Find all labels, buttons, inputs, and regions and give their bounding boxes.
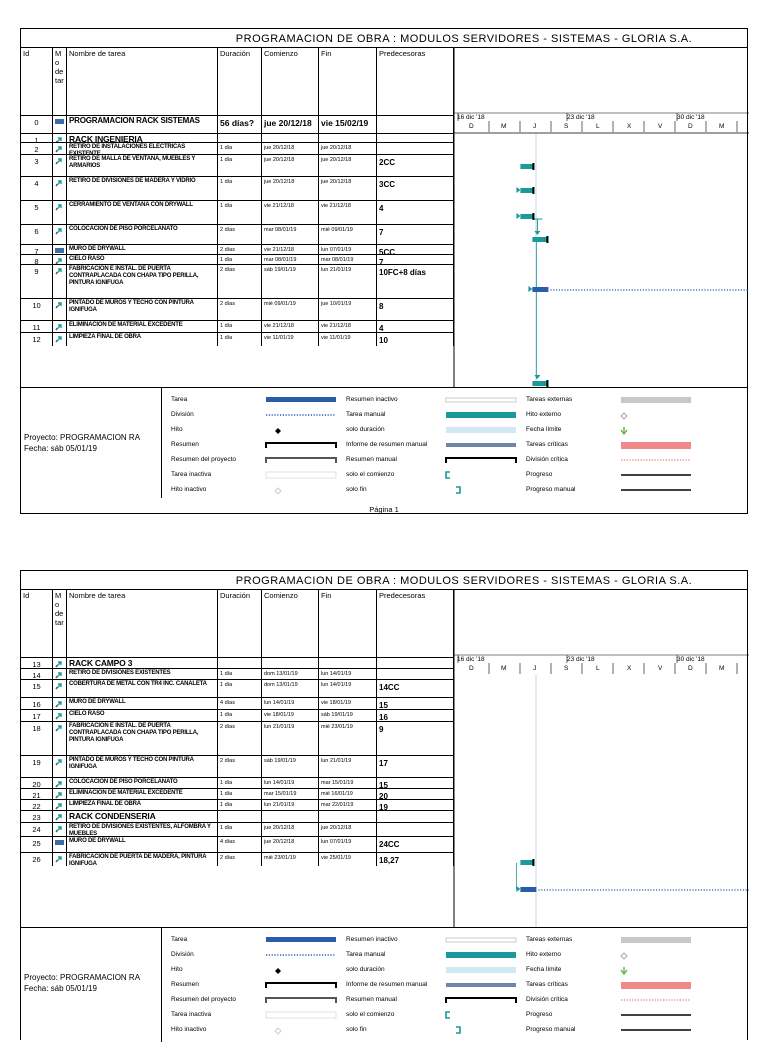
dependency-arrow: [516, 213, 520, 219]
legend-swatch: [621, 937, 691, 943]
task-id: 12: [21, 333, 53, 346]
project-name: Proyecto: PROGRAMACION RA: [24, 433, 141, 442]
legend-swatch: [446, 443, 516, 447]
task-duration: 1 día: [218, 255, 262, 264]
col-start-header: Comienzo: [262, 590, 319, 676]
legend-swatch: [266, 397, 336, 402]
task-finish: lun 14/01/19: [319, 680, 377, 697]
task-start: jue 20/12/18: [262, 155, 319, 176]
task-id: 2: [21, 143, 53, 154]
task-predecessors: 8: [377, 299, 454, 320]
legend-label: Informe de resumen manual: [346, 981, 428, 988]
day-label: D: [469, 665, 474, 672]
legend-label: solo fin: [346, 1026, 367, 1033]
task-duration: 2 días: [218, 245, 262, 254]
task-id: 20: [21, 778, 53, 788]
task-duration: 56 días?: [218, 116, 262, 133]
legend-label: Tarea inactiva: [171, 1011, 212, 1018]
legend-label: División crítica: [526, 996, 568, 1003]
day-label: M: [501, 665, 507, 672]
task-start: vie 21/12/18: [262, 201, 319, 224]
page-footer: Página 1: [369, 505, 399, 514]
legend-label: Hito externo: [526, 411, 562, 418]
col-mode-header: Mo de tar: [53, 590, 67, 676]
legend-label: Resumen del proyecto: [171, 996, 237, 1003]
legend: [21, 927, 747, 1042]
col-name-header: Nombre de tarea: [67, 48, 218, 134]
task-name: PROGRAMACION RACK SISTEMAS: [67, 116, 218, 133]
task-duration: 1 día: [218, 333, 262, 346]
task-duration: 1 día: [218, 789, 262, 799]
day-label: L: [596, 123, 600, 130]
task-id: 21: [21, 789, 53, 799]
legend-label: Progreso manual: [526, 486, 576, 493]
legend-label: Hito externo: [526, 951, 562, 958]
task-id: 11: [21, 321, 53, 332]
legend-label: Informe de resumen manual: [346, 441, 428, 448]
task-id: 16: [21, 698, 53, 709]
task-predecessors: 7: [377, 225, 454, 244]
task-duration: 1 día: [218, 177, 262, 200]
legend-label: División: [171, 951, 194, 958]
col-finish-header: Fin: [319, 590, 377, 676]
task-id: 23: [21, 811, 53, 822]
col-pred-header: Predecesoras: [377, 48, 454, 134]
task-finish: lun 21/01/19: [319, 756, 377, 777]
legend-swatch: [621, 427, 627, 434]
legend-label: Resumen manual: [346, 996, 397, 1003]
day-label: M: [719, 123, 725, 130]
day-label: D: [688, 665, 693, 672]
legend-label: Resumen inactivo: [346, 396, 398, 403]
task-finish: jue 20/12/18: [319, 823, 377, 836]
bar-end-cap: [532, 187, 534, 194]
task-name: RACK CONDENSERIA: [67, 811, 218, 822]
task-start: jue 20/12/18: [262, 177, 319, 200]
legend-swatches: [21, 928, 749, 1042]
task-duration: 4 días: [218, 837, 262, 852]
task-duration: 2 días: [218, 225, 262, 244]
task-name: ELIMINACION DE MATERIAL EXCEDENTE: [67, 789, 218, 799]
legend-label: Progreso manual: [526, 1026, 576, 1033]
legend-label: Tareas externas: [526, 936, 573, 943]
day-label: D: [688, 123, 693, 130]
task-start: sáb 19/01/19: [262, 265, 319, 298]
legend-swatch: [275, 488, 281, 494]
day-label: M: [501, 123, 507, 130]
legend-swatch: [621, 413, 627, 419]
task-predecessors: 10FC+8 días: [377, 265, 454, 298]
task-finish: vie 15/02/19: [319, 116, 377, 133]
legend-label: solo el comienzo: [346, 471, 395, 478]
legend-label: Resumen: [171, 981, 199, 988]
task-start: mar 15/01/19: [262, 789, 319, 799]
task-start: mié 23/01/19: [262, 853, 319, 866]
legend-label: Hito: [171, 966, 183, 973]
task-predecessors: 19: [377, 800, 454, 810]
task-predecessors: 10: [377, 333, 454, 346]
legend-swatch: [275, 428, 281, 434]
task-name: RETIRO DE INSTALACIONES ELECTRICAS EXISTENTE: [67, 143, 218, 154]
legend-swatch: [446, 938, 516, 942]
day-label: V: [658, 123, 663, 130]
task-id: 1: [21, 134, 53, 142]
task-predecessors: 7: [377, 255, 454, 264]
legend-label: Tarea inactiva: [171, 471, 212, 478]
legend-swatch: [621, 953, 627, 959]
task-predecessors: 4: [377, 321, 454, 332]
page-title: PROGRAMACION DE OBRA : MODULOS SERVIDORES - SISTEMAS - GLORIA S.A.: [235, 33, 693, 45]
task-duration: 2 días: [218, 265, 262, 298]
legend-swatch: [266, 998, 336, 1003]
legend-swatch: [266, 458, 336, 463]
dependency-arrow: [528, 286, 532, 292]
task-predecessors: 17: [377, 756, 454, 777]
legend-label: Progreso: [526, 1011, 553, 1018]
task-duration: 1 día: [218, 321, 262, 332]
task-duration: 2 días: [218, 756, 262, 777]
task-finish: jue 20/12/18: [319, 177, 377, 200]
col-start-header: Comienzo: [262, 48, 319, 134]
week-label: 16 dic '18: [457, 114, 485, 121]
task-name: CERRAMIENTO DE VENTANA CON DRYWALL: [67, 201, 218, 224]
task-name: RACK INGENIERIA: [67, 134, 218, 142]
day-label: M: [719, 665, 725, 672]
task-predecessors: 15: [377, 778, 454, 788]
task-duration: 1 día: [218, 143, 262, 154]
manual-task-bar: [520, 188, 534, 193]
legend-swatch: [266, 443, 336, 448]
legend-swatch: [266, 983, 336, 988]
project-name: Proyecto: PROGRAMACION RA: [24, 973, 141, 982]
col-finish-header: Fin: [319, 48, 377, 134]
legend-label: Resumen: [171, 441, 199, 448]
legend-label: solo fin: [346, 486, 367, 493]
legend-label: Hito inactivo: [171, 486, 207, 493]
dependency-arrow: [534, 375, 540, 379]
col-name-header: Nombre de tarea: [67, 590, 218, 676]
legend-label: Progreso: [526, 471, 553, 478]
task-duration: 1 día: [218, 800, 262, 810]
gantt-bars: [21, 29, 749, 389]
day-label: S: [564, 123, 569, 130]
legend-swatch: [446, 1012, 450, 1018]
legend-label: Fecha límite: [526, 966, 562, 973]
legend: [21, 387, 747, 498]
day-label: X: [627, 123, 632, 130]
task-predecessors: 5CC: [377, 245, 454, 254]
legend-swatch: [456, 487, 460, 493]
manual-task-bar: [520, 164, 534, 169]
task-id: 15: [21, 680, 53, 697]
task-id: 9: [21, 265, 53, 298]
task-name: RETIRO DE DIVISIONES EXISTENTES, ALFOMBRA Y MUEBLES: [67, 823, 218, 836]
task-id: 10: [21, 299, 53, 320]
day-label: S: [564, 665, 569, 672]
dependency-arrow: [534, 231, 540, 235]
legend-label: Tarea: [171, 396, 188, 403]
task-predecessors: 18,27: [377, 853, 454, 866]
task-id: 5: [21, 201, 53, 224]
task-id: 24: [21, 823, 53, 836]
gantt-bars: [21, 571, 749, 931]
legend-swatch: [621, 397, 691, 403]
task-finish: lun 21/01/19: [319, 265, 377, 298]
task-bar: [520, 887, 536, 892]
legend-label: solo duración: [346, 426, 385, 433]
task-start: dom 13/01/19: [262, 669, 319, 679]
task-name: LIMPIEZA FINAL DE OBRA: [67, 800, 218, 810]
gantt-page-2: [20, 570, 748, 1040]
task-finish: jue 10/01/19: [319, 299, 377, 320]
legend-label: Hito inactivo: [171, 1026, 207, 1033]
col-duration-header: Duración: [218, 48, 262, 134]
legend-swatch: [446, 398, 516, 402]
task-predecessors: 4: [377, 201, 454, 224]
legend-swatch: [446, 427, 516, 433]
legend-swatch: [446, 967, 516, 973]
legend-swatch: [275, 968, 281, 974]
task-start: lun 14/01/19: [262, 778, 319, 788]
bar-end-cap: [546, 380, 548, 387]
legend-label: Resumen del proyecto: [171, 456, 237, 463]
col-id-header: Id: [21, 590, 53, 676]
task-duration: 1 día: [218, 155, 262, 176]
week-label: 30 dic '18: [677, 114, 705, 121]
task-id: 8: [21, 255, 53, 264]
task-start: jue 20/12/18: [262, 143, 319, 154]
task-finish: vie 21/12/18: [319, 321, 377, 332]
task-name: FABRICACION E INSTAL. DE PUERTA CONTRAPLACADA CON CHAPA TIPO PERILLA, PINTURA IGNIFUGA: [67, 265, 218, 298]
task-name: COLOCACION DE PISO PORCELANATO: [67, 225, 218, 244]
task-start: lun 21/01/19: [262, 722, 319, 755]
task-name: PINTADO DE MUROS Y TECHO CON PINTURA IGNIFUGA: [67, 756, 218, 777]
task-start: jue 20/12/18: [262, 823, 319, 836]
task-finish: mar 22/01/19: [319, 800, 377, 810]
task-id: 19: [21, 756, 53, 777]
task-name: RETIRO DE MALLA DE VENTANA, MUEBLES Y ARMARIOS: [67, 155, 218, 176]
day-label: D: [469, 123, 474, 130]
week-label: 23 dic '18: [567, 114, 595, 121]
task-name: CIELO RASO: [67, 710, 218, 721]
task-start: vie 21/12/18: [262, 321, 319, 332]
task-duration: 1 día: [218, 823, 262, 836]
task-start: mié 09/01/19: [262, 299, 319, 320]
day-label: J: [533, 665, 537, 672]
manual-task-bar: [520, 860, 534, 865]
bar-end-cap: [532, 859, 534, 866]
task-duration: 2 días: [218, 722, 262, 755]
task-finish: lun 14/01/19: [319, 669, 377, 679]
legend-swatch: [446, 472, 450, 478]
task-start: jue 20/12/18: [262, 837, 319, 852]
task-name: FABRICACION E INSTAL. DE PUERTA CONTRAPLACADA CON CHAPA TIPO PERILLA, PINTURA IGNIFUGA: [67, 722, 218, 755]
task-start: jue 20/12/18: [262, 116, 319, 133]
col-mode-header: Mo de tar: [53, 48, 67, 134]
task-name: FABRICACION DE PUERTA DE MADERA, PINTURA IGNIFUGA: [67, 853, 218, 866]
task-duration: 1 día: [218, 680, 262, 697]
task-finish: vie 21/12/18: [319, 201, 377, 224]
task-finish: mié 09/01/19: [319, 225, 377, 244]
legend-swatch: [266, 1012, 336, 1018]
task-start: lun 14/01/19: [262, 698, 319, 709]
task-duration: 1 día: [218, 201, 262, 224]
task-id: 4: [21, 177, 53, 200]
task-predecessors: 2CC: [377, 155, 454, 176]
bar-end-cap: [546, 236, 548, 243]
legend-label: Tarea manual: [346, 951, 386, 958]
task-finish: vie 18/01/19: [319, 698, 377, 709]
manual-task-bar: [532, 237, 548, 242]
task-start: mar 08/01/19: [262, 225, 319, 244]
task-finish: sáb 19/01/19: [319, 710, 377, 721]
task-name: CIELO RASO: [67, 255, 218, 264]
legend-label: Hito: [171, 426, 183, 433]
task-duration: 1 día: [218, 778, 262, 788]
gantt-page-1: [20, 28, 748, 514]
legend-label: solo el comienzo: [346, 1011, 395, 1018]
task-finish: lun 07/01/19: [319, 837, 377, 852]
task-name: LIMPIEZA FINAL DE OBRA: [67, 333, 218, 346]
task-finish: mar 15/01/19: [319, 778, 377, 788]
task-id: 3: [21, 155, 53, 176]
task-start: vie 21/12/18: [262, 245, 319, 254]
task-start: dom 13/01/19: [262, 680, 319, 697]
task-duration: 4 días: [218, 698, 262, 709]
task-start: lun 21/01/19: [262, 800, 319, 810]
task-finish: mié 23/01/19: [319, 722, 377, 755]
project-date: Fecha: sáb 05/01/19: [24, 984, 97, 993]
legend-label: Tareas externas: [526, 396, 573, 403]
task-predecessors: 9: [377, 722, 454, 755]
task-predecessors: 14CC: [377, 680, 454, 697]
task-bar: [532, 287, 548, 292]
task-name: COLOCACION DE PISO PORCELANATO: [67, 778, 218, 788]
legend-label: División crítica: [526, 456, 568, 463]
task-name: MURO DE DRYWALL: [67, 698, 218, 709]
manual-task-bar: [520, 214, 534, 219]
legend-swatch: [446, 412, 516, 418]
task-name: RETIRO DE DIVISIONES EXISTENTES: [67, 669, 218, 679]
task-name: MURO DE DRYWALL: [67, 837, 218, 852]
legend-swatch: [456, 1027, 460, 1033]
legend-swatch: [621, 442, 691, 449]
col-id-header: Id: [21, 48, 53, 134]
task-id: 25: [21, 837, 53, 852]
task-duration: 2 días: [218, 853, 262, 866]
legend-swatch: [446, 458, 516, 463]
task-id: 0: [21, 116, 53, 133]
task-duration: 1 día: [218, 669, 262, 679]
task-id: 6: [21, 225, 53, 244]
legend-label: División: [171, 411, 194, 418]
task-id: 22: [21, 800, 53, 810]
page-title: PROGRAMACION DE OBRA : MODULOS SERVIDORES - SISTEMAS - GLORIA S.A.: [235, 575, 693, 587]
task-predecessors: 16: [377, 710, 454, 721]
task-id: 17: [21, 710, 53, 721]
task-name: COBERTURA DE METAL CON TR4 INC. CANALETA: [67, 680, 218, 697]
legend-label: Tareas críticas: [526, 441, 568, 448]
legend-swatch: [621, 967, 627, 974]
legend-label: Fecha límite: [526, 426, 562, 433]
legend-swatch: [446, 952, 516, 958]
task-id: 14: [21, 669, 53, 679]
task-id: 13: [21, 658, 53, 668]
task-predecessors: 24CC: [377, 837, 454, 852]
dependency-arrow: [516, 187, 520, 193]
task-id: 18: [21, 722, 53, 755]
day-label: L: [596, 665, 600, 672]
task-start: vie 18/01/19: [262, 710, 319, 721]
task-name: ELIMINACION DE MATERIAL EXCEDENTE: [67, 321, 218, 332]
project-date: Fecha: sáb 05/01/19: [24, 444, 97, 453]
week-label: 30 dic '18: [677, 656, 705, 663]
legend-label: solo duración: [346, 966, 385, 973]
legend-swatch: [621, 982, 691, 989]
task-id: 7: [21, 245, 53, 254]
task-predecessors: 15: [377, 698, 454, 709]
task-finish: vie 11/01/19: [319, 333, 377, 346]
week-label: 23 dic '18: [567, 656, 595, 663]
task-finish: mié 16/01/19: [319, 789, 377, 799]
legend-label: Resumen inactivo: [346, 936, 398, 943]
task-name: RACK CAMPO 3: [67, 658, 218, 668]
legend-label: Tarea: [171, 936, 188, 943]
legend-label: Tareas críticas: [526, 981, 568, 988]
task-start: mar 08/01/19: [262, 255, 319, 264]
legend-swatch: [446, 998, 516, 1003]
bar-end-cap: [532, 213, 534, 220]
legend-label: Resumen manual: [346, 456, 397, 463]
bar-end-cap: [532, 163, 534, 170]
task-name: MURO DE DRYWALL: [67, 245, 218, 254]
task-predecessors: 20: [377, 789, 454, 799]
day-label: X: [627, 665, 632, 672]
task-finish: vie 25/01/19: [319, 853, 377, 866]
legend-swatch: [266, 937, 336, 942]
task-finish: lun 07/01/19: [319, 245, 377, 254]
day-label: J: [533, 123, 537, 130]
col-duration-header: Duración: [218, 590, 262, 676]
legend-swatch: [275, 1028, 281, 1034]
task-duration: 1 día: [218, 710, 262, 721]
week-label: 16 dic '18: [457, 656, 485, 663]
legend-label: Tarea manual: [346, 411, 386, 418]
day-label: V: [658, 665, 663, 672]
col-pred-header: Predecesoras: [377, 590, 454, 676]
task-start: vie 11/01/19: [262, 333, 319, 346]
manual-task-bar: [532, 381, 548, 386]
legend-swatch: [446, 983, 516, 987]
legend-swatch: [266, 472, 336, 478]
task-finish: jue 20/12/18: [319, 155, 377, 176]
task-duration: 2 días: [218, 299, 262, 320]
task-name: RETIRO DE DIVISIONES DE MADERA Y VIDRIO: [67, 177, 218, 200]
legend-swatches: [21, 388, 749, 502]
task-predecessors: 3CC: [377, 177, 454, 200]
task-finish: mar 08/01/19: [319, 255, 377, 264]
task-finish: jue 20/12/18: [319, 143, 377, 154]
task-id: 26: [21, 853, 53, 866]
task-start: sáb 19/01/19: [262, 756, 319, 777]
task-name: PINTADO DE MUROS Y TECHO CON PINTURA IGNIFUGA: [67, 299, 218, 320]
dependency-arrow: [516, 886, 520, 892]
